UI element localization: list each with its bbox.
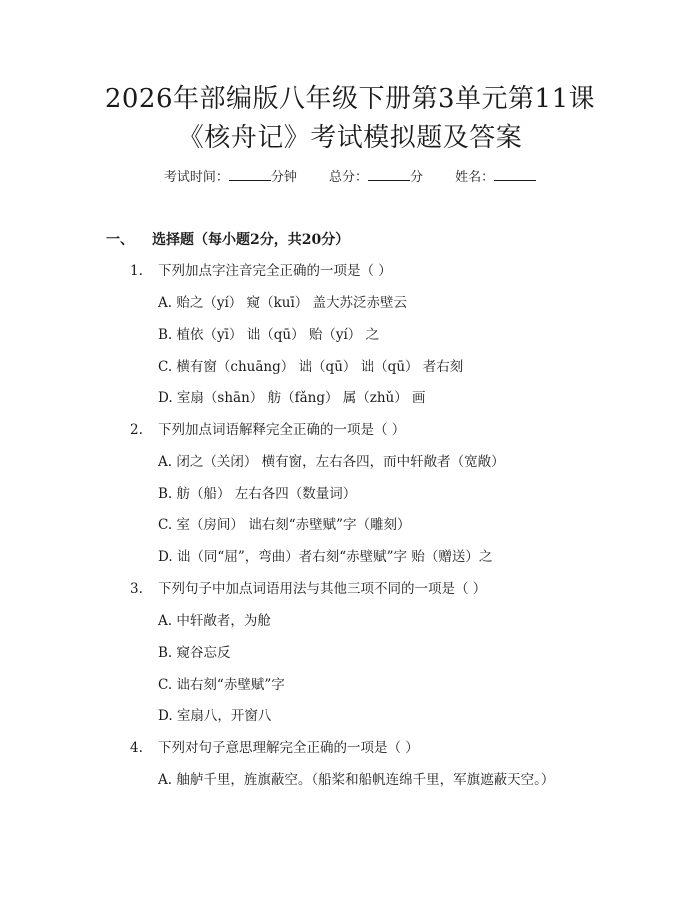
exam-meta xyxy=(0,168,700,187)
question-2 xyxy=(130,421,405,439)
exam-time-unit: 分钟 xyxy=(270,170,297,185)
total-score-blank xyxy=(368,168,410,181)
section-heading xyxy=(106,231,349,249)
question-2-option-a: A. 闭之（关闭） 横有窗，左右各四，而中轩敞者（宽敞） xyxy=(158,454,505,470)
question-1-option-b: B. 植依（yī） 诎（qū） 贻（yí） 之 xyxy=(158,327,380,343)
question-1-option-a: A. 贻之（yí） 窥（kuī） 盖大苏泛赤壁云 xyxy=(158,295,408,311)
exam-time-field xyxy=(164,170,301,185)
question-3-option-c: C. 诎右刻“赤壁赋”字 xyxy=(158,677,285,693)
question-1-option-d: D. 室扇（shān） 舫（fǎng） 属（zhǔ） 画 xyxy=(158,390,426,406)
section-title: 选择题（每小题2分，共20分） xyxy=(152,232,350,248)
question-number: 1. xyxy=(130,263,143,279)
question-text: 下列加点词语解释完全正确的一项是（ ） xyxy=(158,422,406,438)
question-4-option-a: A. 舳舻千里，旌旗蔽空。（船桨和船帆连绵千里，军旗遮蔽天空。） xyxy=(158,772,555,788)
question-number: 3. xyxy=(130,581,143,597)
question-2-option-d: D. 诎（同“屈”，弯曲）者右刻“赤壁赋”字 贻（赠送）之 xyxy=(158,549,493,565)
question-number: 4. xyxy=(130,740,143,756)
student-name-blank xyxy=(494,168,536,181)
question-4 xyxy=(130,739,419,757)
total-score-field xyxy=(329,170,427,185)
question-3-option-d: D. 室扇八，开窗八 xyxy=(158,708,272,724)
total-score-label: 总分： xyxy=(328,170,368,185)
question-3-option-b: B. 窥谷忘反 xyxy=(158,645,231,661)
question-1 xyxy=(130,262,392,280)
section-number: 一、 xyxy=(106,232,134,248)
question-3-option-a: A. 中轩敞者，为舱 xyxy=(158,613,271,629)
exam-time-label: 考试时间： xyxy=(163,170,229,185)
exam-time-blank xyxy=(229,168,271,181)
total-score-unit: 分 xyxy=(410,170,424,185)
student-name-field xyxy=(455,170,536,185)
question-2-option-b: B. 舫（船） 左右各四（数量词） xyxy=(158,486,357,502)
page-title-line2: 《核舟记》考试模拟题及答案 xyxy=(177,123,523,153)
question-1-option-c: C. 横有窗（chuāng） 诎（qū） 诎（qū） 者右刻 xyxy=(158,359,464,375)
question-text: 下列对句子意思理解完全正确的一项是（ ） xyxy=(158,740,419,756)
question-text: 下列句子中加点词语用法与其他三项不同的一项是（ ） xyxy=(158,581,487,597)
page-title-line1: 2026年部编版八年级下册第3单元第11课 xyxy=(104,84,596,114)
question-3 xyxy=(130,580,486,598)
question-text: 下列加点字注音完全正确的一项是（ ） xyxy=(158,263,392,279)
question-number: 2. xyxy=(130,422,143,438)
question-2-option-c: C. 室（房间） 诎右刻“赤壁赋”字（雕刻） xyxy=(158,517,411,533)
student-name-label: 姓名： xyxy=(455,170,495,185)
